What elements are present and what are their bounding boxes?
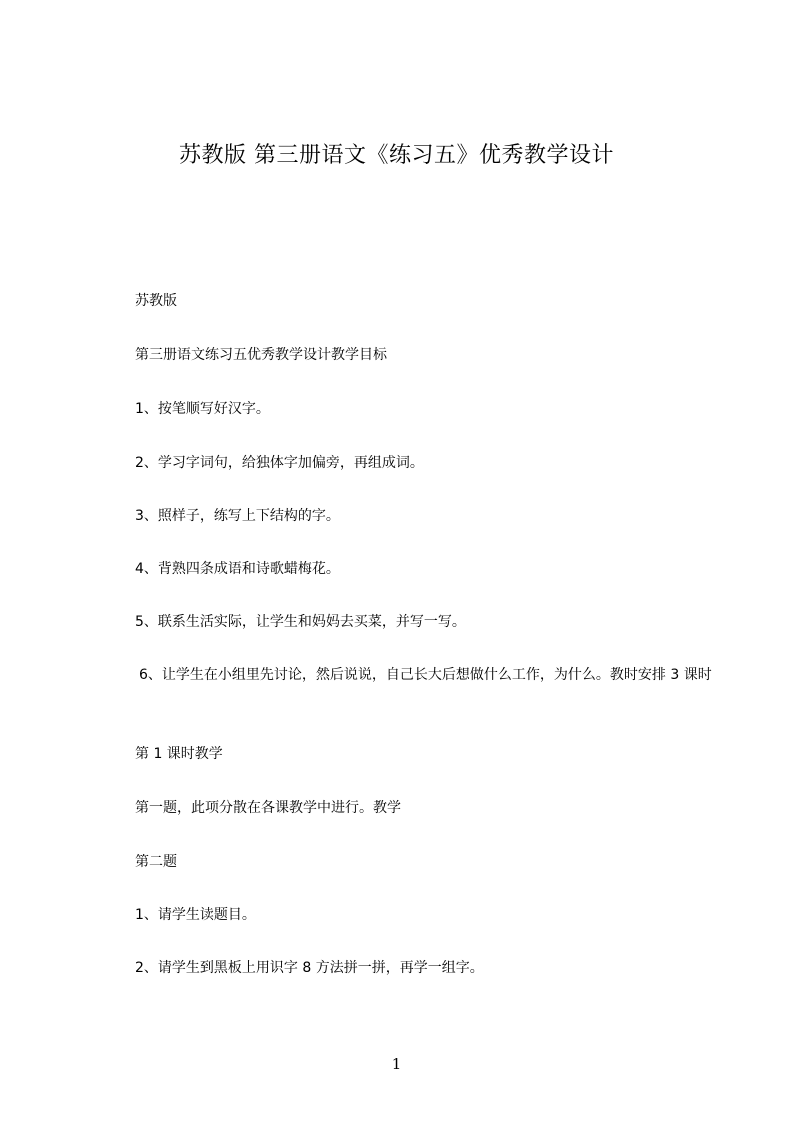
- paragraph-publisher: 苏教版: [135, 293, 177, 309]
- paragraph-step-2: 2、请学生到黑板上用识字 8 方法拼一拼，再学一组字。: [135, 960, 484, 976]
- paragraph-step-1: 1、请学生读题目。: [135, 907, 256, 923]
- paragraph-objective-5: 5、联系生活实际，让学生和妈妈去买菜，并写一写。: [135, 614, 466, 630]
- paragraph-objective-1: 1、按笔顺写好汉字。: [135, 401, 270, 417]
- page-number: 1: [391, 1055, 402, 1073]
- paragraph-objective-6: 6、让学生在小组里先讨论，然后说说，自己长大后想做什么工作，为什么。教时安排 3 课时: [139, 667, 712, 683]
- paragraph-objective-2: 2、学习字词句，给独体字加偏旁，再组成词。: [135, 455, 424, 471]
- paragraph-objective-3: 3、照样子，练写上下结构的字。: [135, 508, 340, 524]
- paragraph-lesson-1-heading: 第 1 课时教学: [135, 746, 223, 762]
- paragraph-question-2-heading: 第二题: [135, 854, 177, 870]
- paragraph-objective-4: 4、背熟四条成语和诗歌蜡梅花。: [135, 561, 340, 577]
- paragraph-objectives-heading: 第三册语文练习五优秀教学设计教学目标: [135, 347, 387, 363]
- paragraph-question-1: 第一题，此项分散在各课教学中进行。教学: [135, 800, 401, 816]
- document-title: 苏教版 第三册语文《练习五》优秀教学设计: [179, 143, 614, 168]
